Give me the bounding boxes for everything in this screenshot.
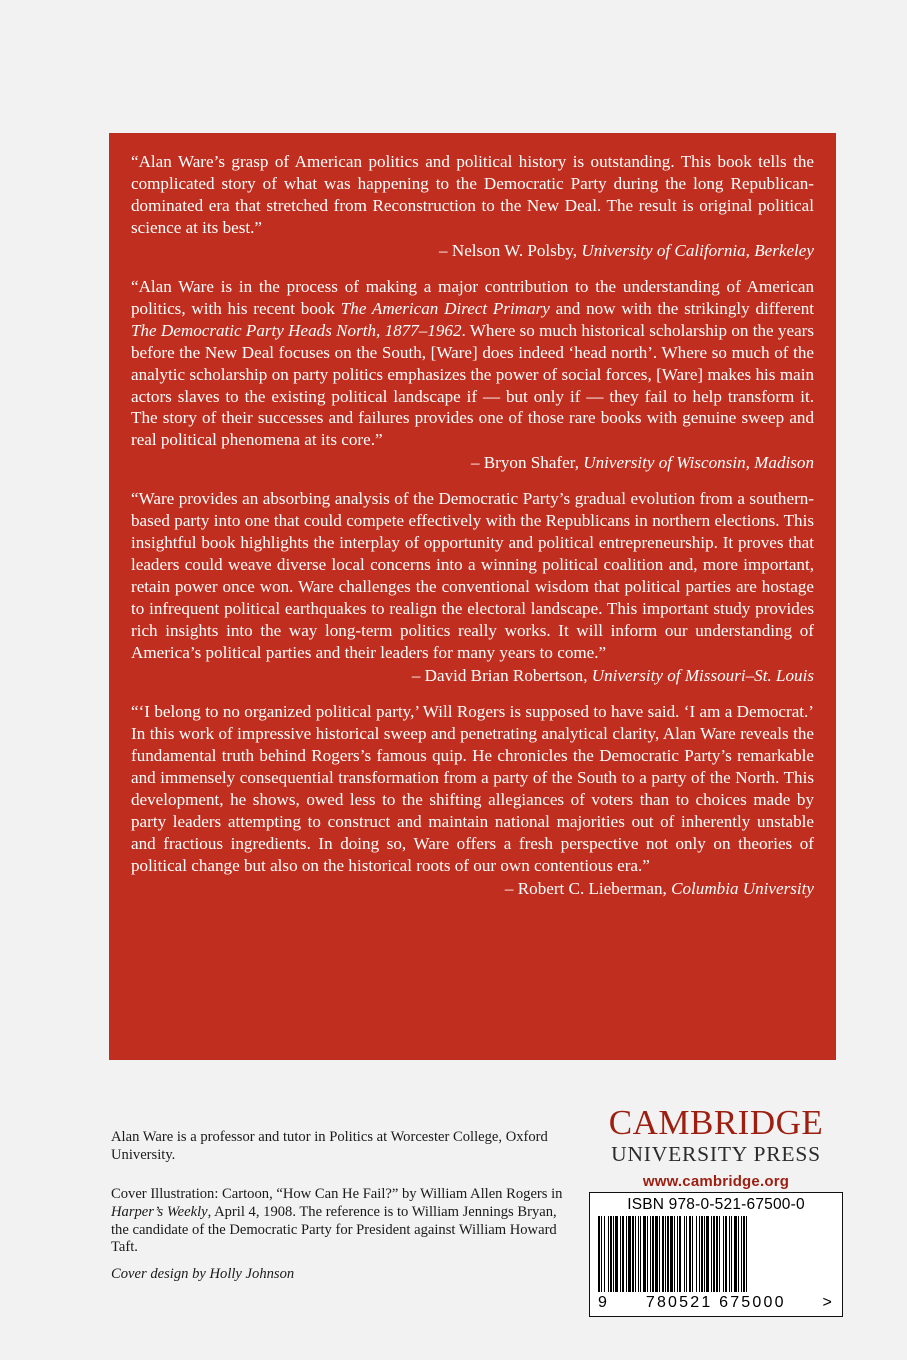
blurb-4-text: “‘I belong to no organized political party,’ Will Rogers is supposed to have said. ‘I am a Democrat.’ In this work of impressive historical sweep and penetrating analytical clarity, Alan Ware reveals the fundamental truth behind Rogers’s famous quip. He chronicles the Democratic Party’s remarkable and immensely consequential transformation from a party of the South to a party of the North. This development, he shows, owed less to the shifting allegiances of voters than to choices made by party leaders attempting to construct and maintain national majorities out of inherently unstable and fractious ingredients. In doing so, Ware offers a fresh perspective not only on theories of political change but also on the historical roots of our own contentious era.”: [131, 701, 814, 875]
cover-design-credit: Cover design by Holly Johnson: [111, 1266, 295, 1282]
cover-illustration-note: [111, 1186, 563, 1257]
blurb-4-attribution: [131, 878, 814, 900]
blurb-2-attribution-name: – Bryon Shafer,: [470, 453, 579, 473]
blurb-2-text-part3: . Where so much historical scholarship on the years before the New Deal focuses on the South, [Ware] does indeed ‘head north’. Where so much of the analytic scholarship on party politics emphasizes the power of social forces, [Ware] makes his main actors slaves to the existing political landscape if — but only if — they fail to help transform it. The story of their successes and failures provides one of those rare books with genuine sweep and real political phenomena at its core.”: [131, 320, 814, 450]
blurb-3-attribution-source: University of Missouri–St. Louis: [591, 665, 814, 685]
publisher-name: CAMBRIDGE: [608, 1103, 824, 1142]
publisher-url[interactable]: www.cambridge.org: [642, 1172, 790, 1190]
blurb-1-attribution-name: – Nelson W. Polsby,: [439, 240, 578, 260]
blurb-1-text: “Alan Ware’s grasp of American politics and political history is outstanding. This book tells the complicated story of what was happening to the Democratic Party during the long Republican-dominated era that stretched from Reconstruction to the New Deal. The result is original political science at its best.”: [131, 152, 814, 237]
blurb-4-attribution-name: – Robert C. Lieberman,: [504, 878, 667, 898]
barcode-digit-right: >: [822, 1294, 834, 1311]
publisher-subtitle: UNIVERSITY PRESS: [611, 1142, 821, 1166]
back-cover-footer: [0, 1060, 907, 1360]
blurb-panel: [109, 133, 836, 1060]
blurb-3: [131, 488, 814, 687]
barcode-digit-left: 9: [598, 1294, 610, 1311]
isbn-barcode: [589, 1192, 843, 1317]
blurb-1-attribution: [131, 240, 814, 262]
author-note: Alan Ware is a professor and tutor in Politics at Worcester College, Oxford University.: [111, 1129, 548, 1163]
blurb-1: [131, 151, 814, 262]
blurb-4: [131, 701, 814, 900]
blurb-4-attribution-source: Columbia University: [671, 878, 814, 898]
blurb-2: [131, 276, 814, 475]
blurb-2-attribution: [131, 452, 814, 474]
barcode-bars: [598, 1216, 834, 1292]
blurb-2-attribution-source: University of Wisconsin, Madison: [583, 453, 814, 473]
blurb-2-text-part2: and now with the strikingly different: [549, 298, 814, 318]
blurb-3-text: “Ware provides an absorbing analysis of the Democratic Party’s gradual evolution from a southern-based party into one that could compete effectively with the Republicans in northern elections. This insightful book highlights the interplay of opportunity and political entrepreneurship. It proves that leaders could weave diverse local concerns into a winning political coalition and, more important, retain power once won. Ware challenges the conventional wisdom that political parties are hostage to infrequent political earthquakes to realign the electoral landscape. This important study provides rich insights into the way long-term politics really works. It will inform our understanding of America’s political parties and their leaders for many years to come.”: [131, 489, 814, 663]
blurb-2-text-part1: “Alan Ware is in the process of making a major contribution to the understanding of American politics, with his recent book: [131, 276, 814, 318]
blurb-3-attribution-name: – David Brian Robertson,: [411, 665, 588, 685]
barcode-digits: [596, 1294, 836, 1312]
blurb-2-book-title-2: The Democratic Party Heads North, 1877–1962: [131, 320, 462, 340]
blurb-3-attribution: [131, 665, 814, 687]
cover-illustration-publication: Harper’s Weekly: [111, 1203, 208, 1220]
blurb-2-text: [131, 276, 814, 452]
isbn-number: ISBN 978-0-521-67500-0: [627, 1196, 805, 1213]
blurb-2-book-title-1: The American Direct Primary: [340, 298, 550, 318]
cover-illustration-part2: , April 4, 1908. The reference is to William Jennings Bryan, the candidate of the Democratic Party for President against William Howard Taft.: [111, 1203, 557, 1256]
barcode-digits-main: 780521 675000: [645, 1294, 786, 1311]
publisher-logo: [592, 1105, 840, 1190]
blurb-1-attribution-source: University of California, Berkeley: [581, 240, 814, 260]
cover-illustration-part1: Cover Illustration: Cartoon, “How Can He Fail?” by William Allen Rogers in: [111, 1186, 563, 1202]
